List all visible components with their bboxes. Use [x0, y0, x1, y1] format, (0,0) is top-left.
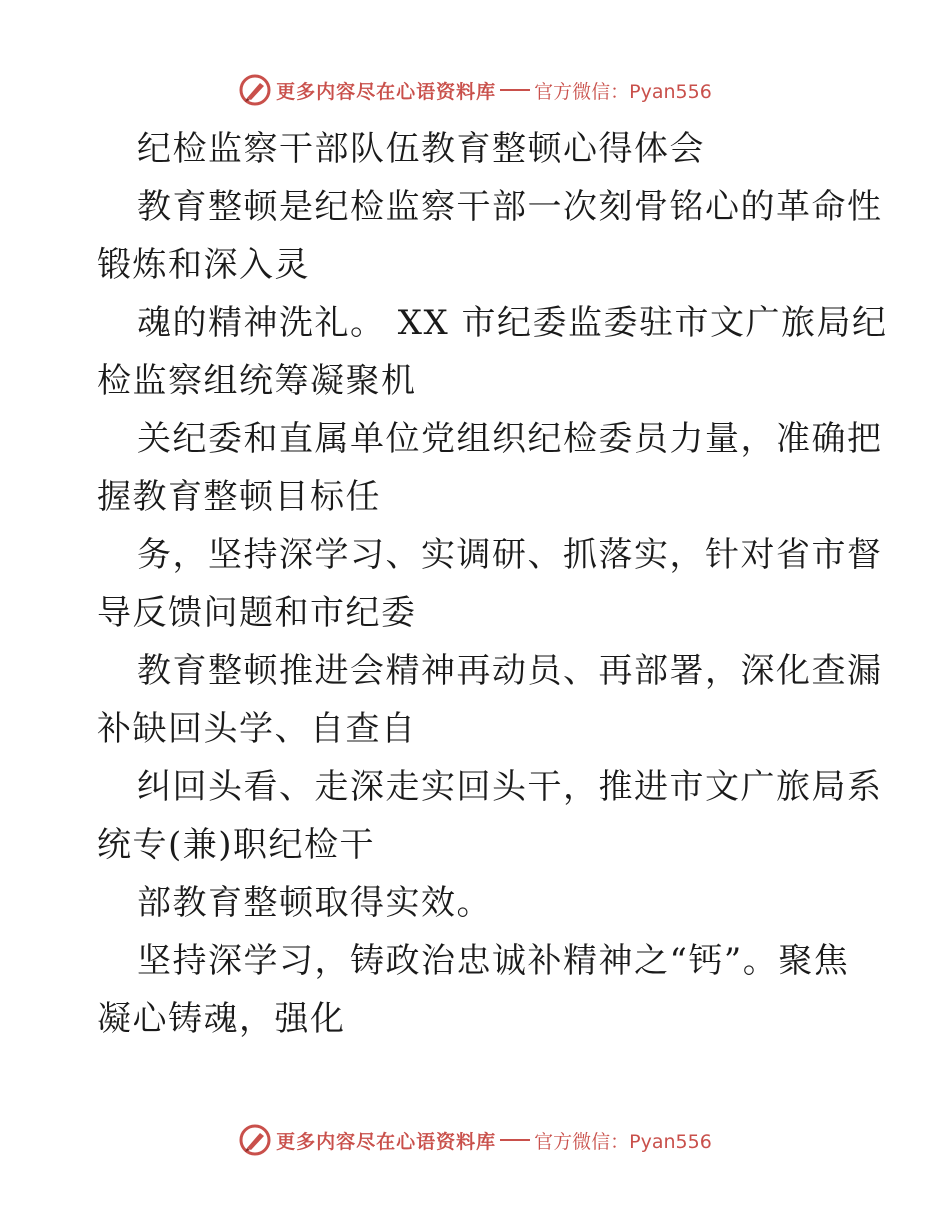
footer-site-text: 更多内容尽在心语资料库: [276, 1130, 497, 1153]
header-contact-text: 官方微信：Pyan556: [534, 80, 712, 103]
header-banner: [0, 70, 950, 110]
document-title: 纪检监察干部队伍教育整顿心得体会: [137, 129, 705, 169]
text-line: 补缺回头学、自查自: [97, 709, 417, 749]
text-line: 部教育整顿取得实效。: [137, 883, 492, 923]
text-line: 教育整顿推进会精神再动员、再部署，深化查漏: [137, 651, 883, 691]
text-line: 握教育整顿目标任: [97, 477, 381, 517]
text-line: 统专(兼)职纪检干: [97, 825, 376, 865]
text-line: 凝心铸魂，强化: [97, 999, 346, 1039]
footer-divider: [500, 1139, 530, 1141]
footer-contact-text: 官方微信：Pyan556: [534, 1130, 712, 1153]
text-line: 务，坚持深学习、实调研、抓落实，针对省市督: [137, 535, 883, 575]
header-divider: [500, 89, 530, 91]
text-line: 坚持深学习，铸政治忠诚补精神之“钙”。聚焦: [137, 941, 850, 981]
text-line: 纠回头看、走深走实回头干，推进市文广旅局系: [137, 767, 883, 807]
document-body: [97, 120, 888, 1048]
header-site-text: 更多内容尽在心语资料库: [276, 80, 497, 103]
pen-logo-icon: [238, 1123, 272, 1157]
text-line: 魂的精神洗礼。 XX 市纪委监委驻市文广旅局纪: [137, 303, 888, 343]
text-line: 锻炼和深入灵: [97, 245, 310, 285]
pen-logo-icon: [238, 73, 272, 107]
text-line: 关纪委和直属单位党组织纪检委员力量，准确把: [137, 419, 883, 459]
text-line: 导反馈问题和市纪委: [97, 593, 417, 633]
text-line: 检监察组统筹凝聚机: [97, 361, 417, 401]
text-line: 教育整顿是纪检监察干部一次刻骨铭心的革命性: [137, 187, 883, 227]
footer-banner: [0, 1120, 950, 1160]
